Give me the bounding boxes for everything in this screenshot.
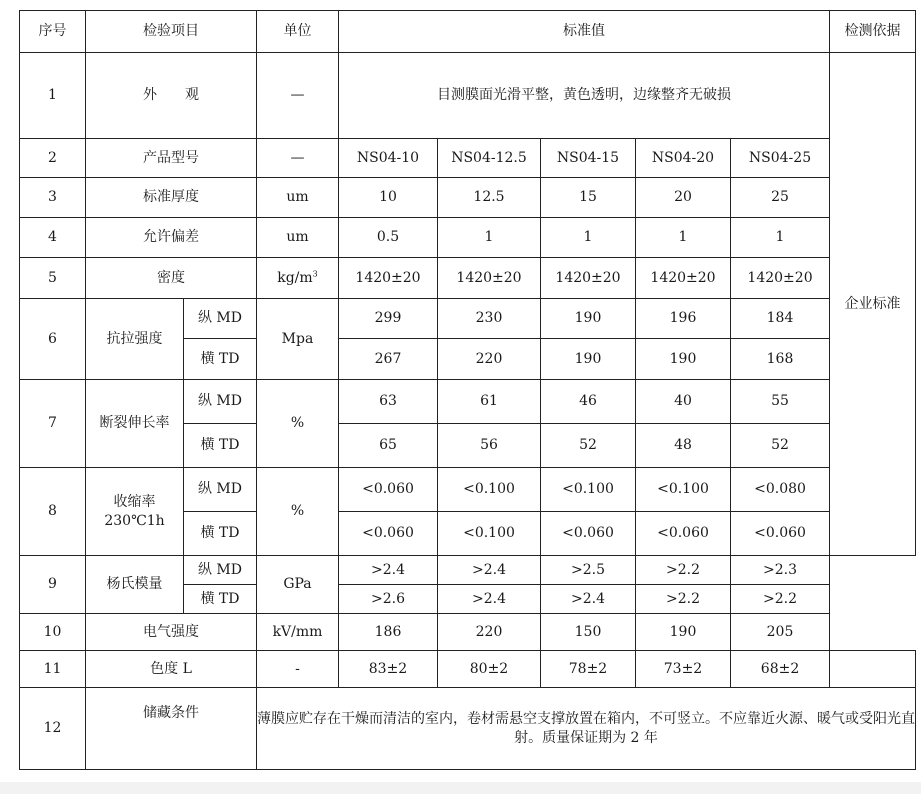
row-standard-text: 目测膜面光滑平整，黄色透明，边缘整齐无破损 [339,53,830,139]
td-label: 横 TD [184,339,257,380]
row-item: 外 观 [86,53,257,139]
value-cell: 1420±20 [438,258,541,299]
table-row [20,258,916,299]
row-item: 断裂伸长率 [86,380,184,468]
value-cell: >2.2 [636,556,731,585]
row-no: 6 [20,299,86,380]
value-cell: <0.100 [438,512,541,556]
value-cell: 78±2 [541,651,636,688]
value-cell: 220 [438,339,541,380]
value-cell: 299 [339,299,438,339]
value-cell: 55 [731,380,830,424]
row-no: 2 [20,139,86,178]
basis-cell: 企业标准 [830,53,916,556]
value-cell: 68±2 [731,651,830,688]
value-cell: 190 [541,339,636,380]
value-cell: 1420±20 [541,258,636,299]
row-unit: — [257,53,339,139]
header-basis: 检测依据 [830,11,916,53]
value-cell: >2.2 [731,585,830,614]
row-unit: um [257,178,339,218]
value-cell: >2.6 [339,585,438,614]
table-row [20,380,916,424]
row-unit: GPa [257,556,339,614]
td-label: 横 TD [184,424,257,468]
value-cell: 1420±20 [731,258,830,299]
value-cell: 205 [731,614,830,651]
unit-base: kg/m [277,269,313,286]
value-cell: 1 [731,218,830,258]
row-unit: Mpa [257,299,339,380]
value-cell: <0.060 [339,512,438,556]
value-cell: 186 [339,614,438,651]
value-cell: NS04-20 [636,139,731,178]
value-cell: 15 [541,178,636,218]
row-item: 允许偏差 [86,218,257,258]
row-no: 8 [20,468,86,556]
value-cell: >2.4 [438,585,541,614]
table-row [20,53,916,139]
row-unit: — [257,139,339,178]
value-cell: <0.060 [339,468,438,512]
value-cell: 25 [731,178,830,218]
value-cell: NS04-15 [541,139,636,178]
value-cell: 1 [636,218,731,258]
value-cell: 1420±20 [339,258,438,299]
value-cell: 48 [636,424,731,468]
value-cell: 52 [541,424,636,468]
value-cell: <0.080 [731,468,830,512]
md-label: 纵 MD [184,556,257,585]
value-cell: NS04-10 [339,139,438,178]
value-cell: 196 [636,299,731,339]
header-unit: 单位 [257,11,339,53]
value-cell: 220 [438,614,541,651]
row-no: 12 [20,688,86,770]
row-item: 密度 [86,258,257,299]
md-label: 纵 MD [184,380,257,424]
row-unit: kV/mm [257,614,339,651]
row-item: 抗拉强度 [86,299,184,380]
table-row [20,651,916,688]
value-cell: <0.100 [541,468,636,512]
value-cell: >2.4 [339,556,438,585]
value-cell: <0.060 [636,512,731,556]
table-row [20,139,916,178]
value-cell: 1420±20 [636,258,731,299]
value-cell: 52 [731,424,830,468]
header-no: 序号 [20,11,86,53]
value-cell: 63 [339,380,438,424]
value-cell: >2.5 [541,556,636,585]
td-label: 横 TD [184,512,257,556]
item-line-2: 230℃1h [104,512,165,529]
row-no: 9 [20,556,86,614]
header-standard: 标准值 [339,11,830,53]
row-no: 3 [20,178,86,218]
row-unit: - [257,651,339,688]
table-row [20,218,916,258]
value-cell: 190 [636,614,731,651]
value-cell: 10 [339,178,438,218]
value-cell: 267 [339,339,438,380]
value-cell: 80±2 [438,651,541,688]
row-item: 标准厚度 [86,178,257,218]
md-label: 纵 MD [184,468,257,512]
storage-conditions-text: 薄膜应贮存在干燥而清洁的室内，卷材需悬空支撑放置在箱内，不可竖立。不应靠近火源、暖气或受阳光直射。质量保证期为 2 年 [257,688,916,770]
row-no: 5 [20,258,86,299]
value-cell: 12.5 [438,178,541,218]
value-cell: 1 [438,218,541,258]
value-cell: >2.2 [636,585,731,614]
item-line-1: 收缩率 [113,493,156,510]
value-cell: >2.4 [438,556,541,585]
basis-empty-cell [830,651,916,688]
value-cell: 65 [339,424,438,468]
value-cell: 230 [438,299,541,339]
value-cell: 1 [541,218,636,258]
value-cell: >2.4 [541,585,636,614]
md-label: 纵 MD [184,299,257,339]
unit-superscript: 3 [312,268,318,278]
value-cell: NS04-25 [731,139,830,178]
header-row [20,11,916,53]
row-item: 杨氏模量 [86,556,184,614]
row-no: 11 [20,651,86,688]
row-no: 7 [20,380,86,468]
row-item: 产品型号 [86,139,257,178]
value-cell: 61 [438,380,541,424]
value-cell: <0.060 [541,512,636,556]
value-cell: 56 [438,424,541,468]
spec-table [19,10,916,770]
value-cell: >2.3 [731,556,830,585]
row-item: 储藏条件 [86,688,257,770]
row-unit: % [257,468,339,556]
table-row [20,299,916,339]
value-cell: 46 [541,380,636,424]
table-row [20,688,916,770]
row-unit: % [257,380,339,468]
value-cell: NS04-12.5 [438,139,541,178]
table-row [20,614,916,651]
value-cell: 190 [636,339,731,380]
table-row [20,178,916,218]
row-unit [257,258,339,299]
header-item: 检验项目 [86,11,257,53]
value-cell: 184 [731,299,830,339]
value-cell: 190 [541,299,636,339]
value-cell: 150 [541,614,636,651]
row-item [86,468,184,556]
value-cell: 73±2 [636,651,731,688]
value-cell: 168 [731,339,830,380]
row-no: 10 [20,614,86,651]
value-cell: <0.100 [636,468,731,512]
row-unit: um [257,218,339,258]
page-bottom-band [0,782,921,794]
row-item: 色度 L [86,651,257,688]
table-row [20,468,916,512]
table-row [20,556,916,585]
value-cell: 0.5 [339,218,438,258]
value-cell: 40 [636,380,731,424]
td-label: 横 TD [184,585,257,614]
value-cell: <0.100 [438,468,541,512]
value-cell: 83±2 [339,651,438,688]
value-cell: <0.060 [731,512,830,556]
row-no: 4 [20,218,86,258]
row-no: 1 [20,53,86,139]
value-cell: 20 [636,178,731,218]
row-item: 电气强度 [86,614,257,651]
